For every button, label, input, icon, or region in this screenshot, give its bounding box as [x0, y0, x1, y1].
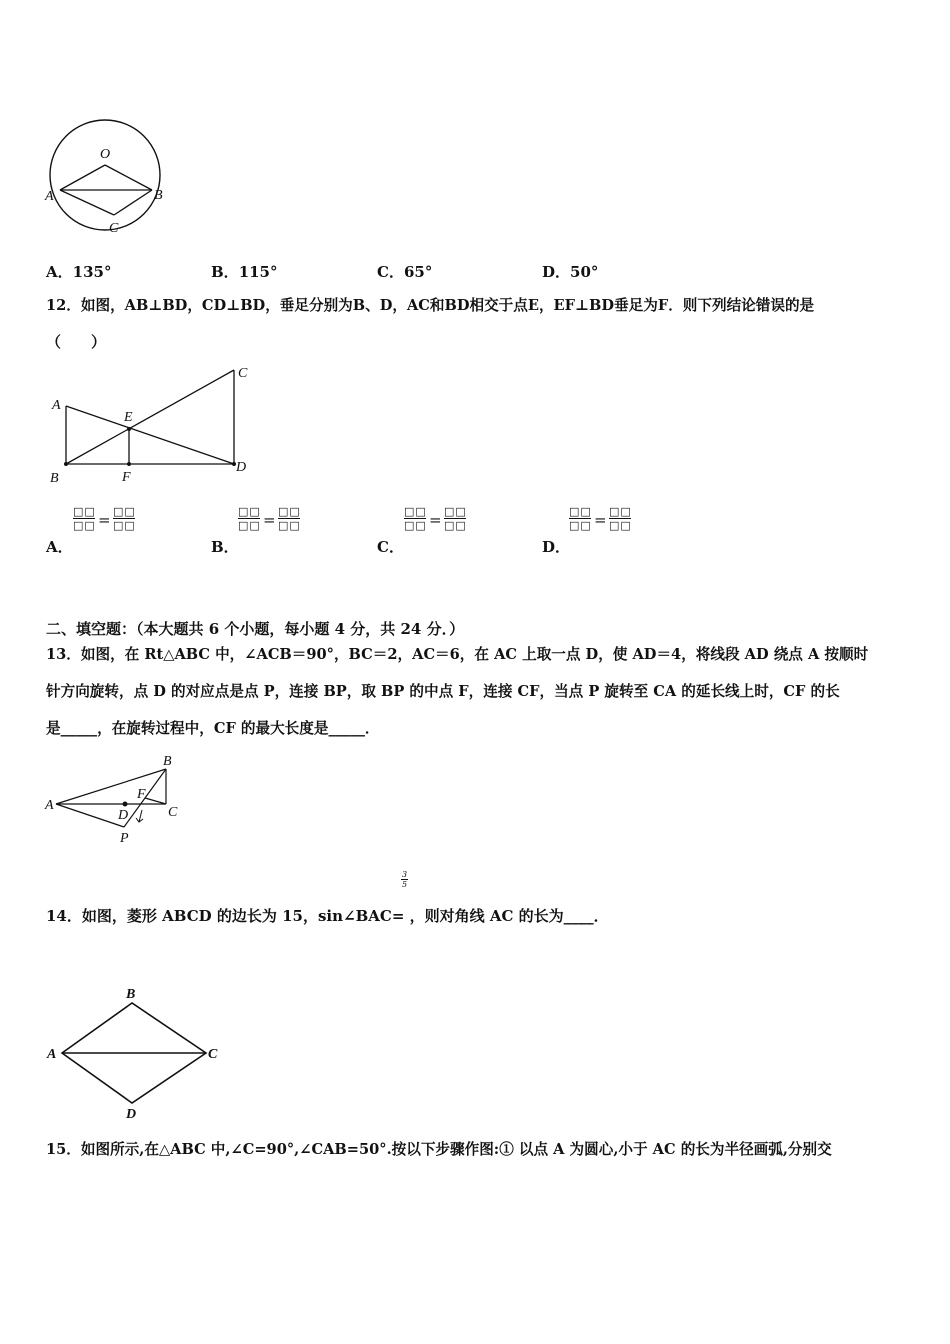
q12-stem: 12．如图，AB⊥BD，CD⊥BD，垂足分别为B、D，AC和BD相交于点E，EF⊥BD垂足为F．则下列结论错误的是: [46, 297, 815, 314]
q11-option-c[interactable]: [377, 262, 432, 282]
q13-line1: 13．如图，在 Rt△ABC 中，∠ACB＝90°，BC＝2，AC＝6，在 AC 上取一点 D，使 AD＝4，将线段 AD 绕点 A 按顺时: [46, 646, 869, 663]
equals-sign: =: [594, 511, 607, 529]
ratio-denominator: □□: [609, 519, 632, 532]
label-C: C: [208, 1047, 218, 1062]
label-P: P: [120, 831, 129, 846]
label-A: A: [45, 189, 54, 204]
q14-fraction: [401, 870, 408, 889]
q11-option-a[interactable]: [46, 262, 111, 282]
equals-sign: =: [263, 511, 276, 529]
label-D: D: [118, 808, 129, 823]
fraction-numerator: 3: [401, 870, 408, 879]
q12-option-b[interactable]: [211, 505, 331, 555]
q13-figure: [42, 752, 184, 848]
label-B: B: [126, 987, 136, 1002]
q13-line3: 是_____，在旋转过程中，CF 的最大长度是_____．: [46, 720, 380, 737]
label-C: C: [168, 805, 178, 820]
label-E: E: [124, 410, 133, 425]
ratio-numerator: □□: [404, 505, 427, 518]
q11-figure: [42, 108, 172, 240]
q15-stem: 15．如图所示,在△ABC 中,∠C=90°,∠CAB=50°.按以下步骤作图:① 以点 A 为圆心,小于 AC 的长为半径画弧,分别交: [46, 1141, 832, 1158]
label-D: D: [126, 1107, 137, 1122]
option-text: 50°: [570, 263, 599, 281]
ratio-numerator: □□: [73, 505, 96, 518]
option-text: 65°: [403, 263, 433, 281]
option-letter: B．: [211, 538, 239, 556]
label-B: B: [50, 471, 59, 486]
fraction-denominator: 5: [401, 880, 408, 889]
section-heading: 二、填空题：（本大题共 6 个小题，每小题 4 分，共 24 分．）: [46, 620, 465, 638]
ratio-denominator: □□: [278, 519, 301, 532]
option-letter: D．: [542, 538, 571, 556]
ratio-denominator: □□: [73, 519, 96, 532]
label-B: B: [163, 754, 172, 769]
ratio-numerator: □□: [444, 505, 467, 518]
label-D: D: [236, 460, 247, 475]
option-letter: B．: [211, 263, 239, 281]
circle-diagram: [42, 108, 172, 240]
option-letter: D．: [542, 263, 571, 281]
geometry-diagram: [42, 360, 262, 488]
label-C: C: [238, 366, 248, 381]
ratio-denominator: □□: [569, 519, 592, 532]
option-letter: A．: [46, 263, 73, 281]
q11-option-d[interactable]: [542, 262, 598, 282]
label-O: O: [100, 147, 111, 162]
option-letter: A．: [46, 538, 73, 556]
label-A: A: [52, 398, 61, 413]
label-A: A: [47, 1047, 57, 1062]
ratio-numerator: □□: [278, 505, 301, 518]
ratio-denominator: □□: [444, 519, 467, 532]
q11-option-b[interactable]: [211, 262, 278, 282]
rhombus-diagram: [42, 982, 232, 1122]
q12-figure: [42, 360, 262, 488]
q14-figure: [42, 982, 232, 1122]
ratio-denominator: □□: [113, 519, 136, 532]
ratio-numerator: □□: [609, 505, 632, 518]
q12-option-d[interactable]: [542, 505, 662, 555]
q14-stem: 14．如图，菱形 ABCD 的边长为 15，sin∠BAC= ，则对角线 AC 的长为____．: [46, 907, 609, 925]
equals-sign: =: [98, 511, 111, 529]
q12-option-a[interactable]: [46, 505, 166, 555]
triangle-diagram: [42, 752, 184, 848]
label-F: F: [122, 470, 131, 485]
ratio-numerator: □□: [569, 505, 592, 518]
ratio-denominator: □□: [238, 519, 261, 532]
option-text: 135°: [72, 263, 112, 281]
q13-line2: 针方向旋转，点 D 的对应点是点 P，连接 BP，取 BP 的中点 F，连接 CF，当点 P 旋转至 CA 的延长线上时，CF 的长: [46, 683, 840, 700]
equals-sign: =: [429, 511, 442, 529]
q12-option-c[interactable]: [377, 505, 497, 555]
ratio-denominator: □□: [404, 519, 427, 532]
ratio-numerator: □□: [113, 505, 136, 518]
option-letter: C．: [377, 263, 404, 281]
label-F: F: [137, 787, 146, 802]
option-letter: C．: [377, 538, 404, 556]
label-A: A: [45, 798, 54, 813]
ratio-numerator: □□: [238, 505, 261, 518]
option-text: 115°: [238, 263, 278, 281]
label-B: B: [154, 188, 163, 203]
label-C: C: [109, 221, 119, 236]
q12-blank: （ ）: [46, 333, 107, 351]
